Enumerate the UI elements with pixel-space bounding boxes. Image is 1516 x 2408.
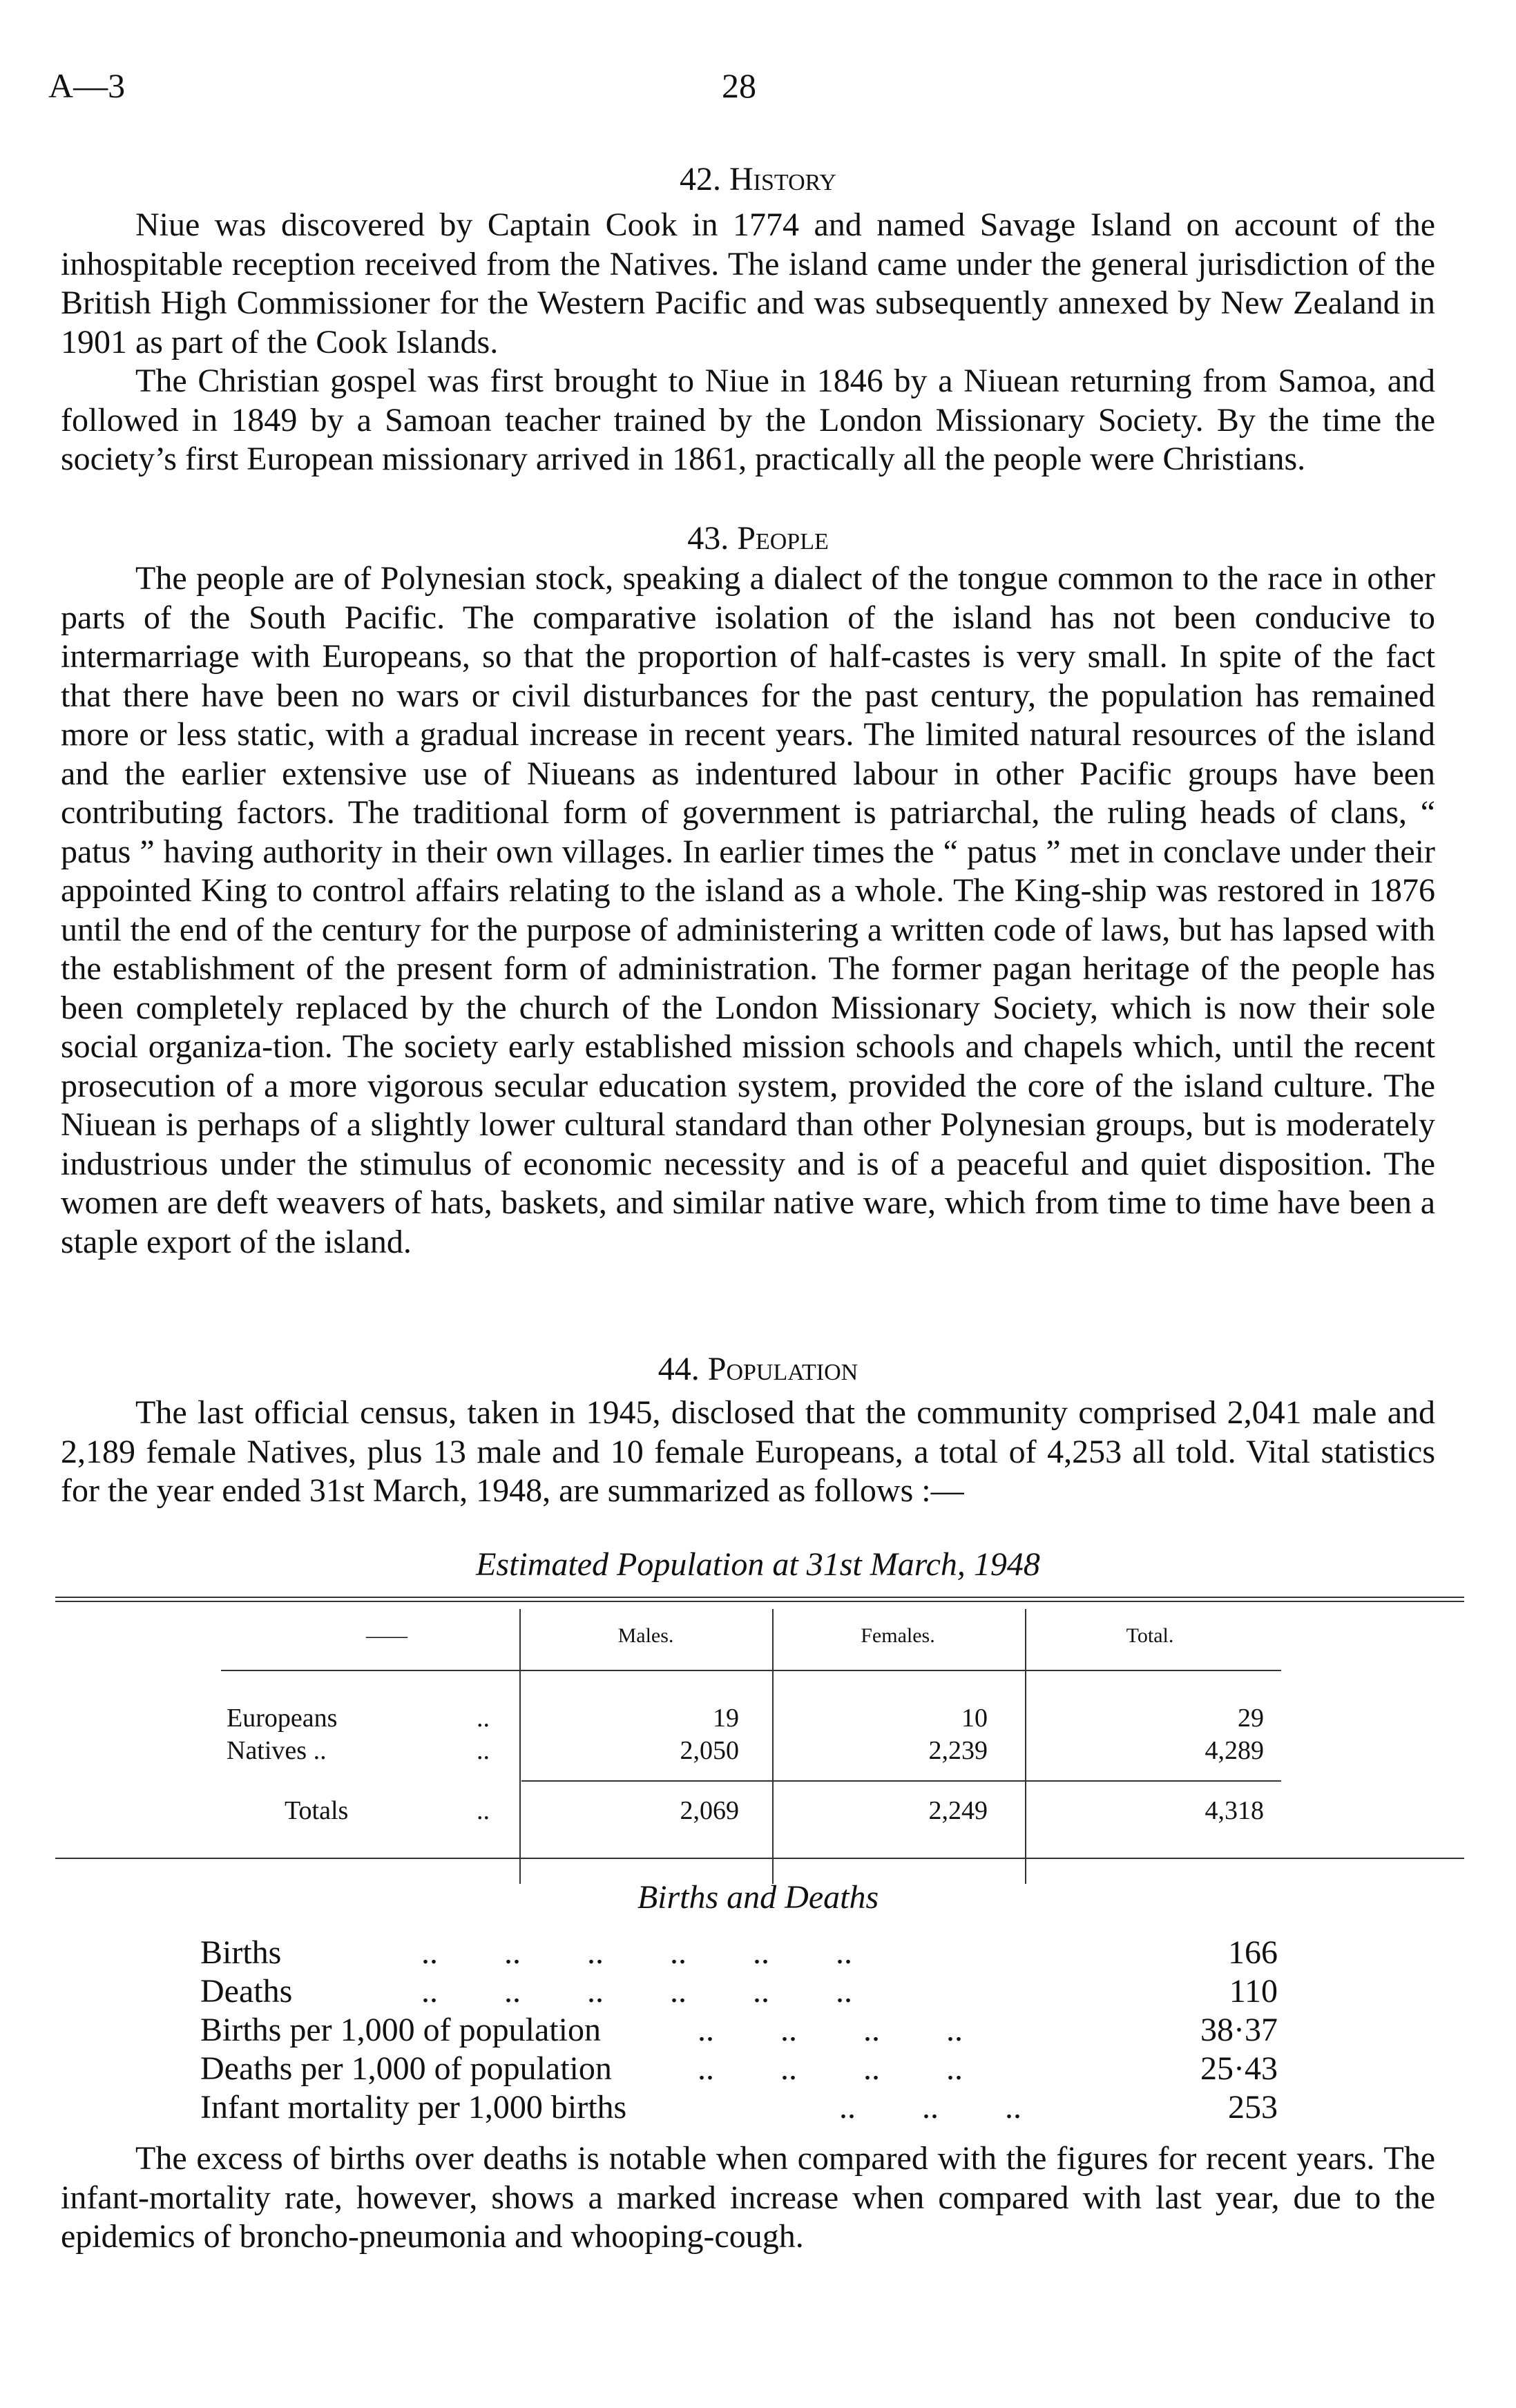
totals-rule (521, 1780, 1281, 1782)
cell-females: 10 (961, 1704, 988, 1733)
list-item (200, 2011, 1278, 2050)
paragraph: The last official census, taken in 1945, disclosed that the community comprised 2,041 male and 2,189 female Natives, plus 13 male and 10 female Europeans, a total of 4,253 all told. Vital statistics for the year ended 31st March, 1948, are summarized as follows :— (61, 1394, 1435, 1509)
cell-total: 4,318 (1205, 1796, 1264, 1825)
section-heading-people (0, 519, 1516, 557)
paragraph: The Christian gospel was first brought to Niue in 1846 by a Niuean returning from Samoa, and followed in 1849 by a Samoan teacher trained by the London Missionary Society. By the time the society’s first European missionary arrived in 1861, practically all the people were Christians. (61, 363, 1435, 477)
stat-label: Infant mortality per 1,000 births (200, 2089, 627, 2126)
stat-label: Deaths per 1,000 of population (200, 2050, 612, 2087)
cell-females: 2,249 (928, 1796, 988, 1825)
list-item (200, 2050, 1278, 2088)
row-label: Europeans (227, 1704, 338, 1733)
stat-value: 25·43 (1200, 2050, 1278, 2087)
section-number: 42. (680, 161, 722, 198)
stat-label: Births (200, 1934, 282, 1971)
stat-value: 166 (1228, 1934, 1278, 1971)
leader-dots: .. (477, 1704, 490, 1733)
column-header-total: Total. (1126, 1624, 1174, 1647)
cell-males: 2,050 (680, 1736, 739, 1765)
list-item (200, 2088, 1278, 2127)
cell-males: 19 (713, 1704, 739, 1733)
births-deaths-caption: Births and Deaths (637, 1879, 879, 1916)
section-number: 44. (658, 1351, 700, 1387)
leader-dots: .. (477, 1736, 490, 1765)
cell-males: 2,069 (680, 1796, 739, 1825)
cell-total: 29 (1238, 1704, 1264, 1733)
leader-dots: .. .. .. (839, 2089, 1021, 2126)
leader-dots: .. (477, 1796, 490, 1825)
section-heading-population (0, 1350, 1516, 1388)
section-title: Population (707, 1351, 858, 1387)
section-body-people (61, 559, 1435, 1262)
cell-total: 4,289 (1205, 1736, 1264, 1765)
paragraph: The excess of births over deaths is notable when compared with the figures for recent years. The infant-mortality rate, however, shows a marked increase when compared with last year, due to the epidemics of broncho-pneumonia and whooping-cough. (61, 2140, 1435, 2255)
table-header-rule (221, 1670, 1281, 1671)
table-column-divider (1025, 1609, 1026, 1884)
row-label: Natives .. (227, 1736, 327, 1765)
section-title: History (729, 161, 836, 198)
leader-dots: .. .. .. .. (698, 2050, 963, 2087)
cell-females: 2,239 (928, 1736, 988, 1765)
document-reference: A—3 (48, 66, 126, 105)
page-number: 28 (722, 66, 756, 105)
stat-value: 253 (1228, 2089, 1278, 2126)
section-heading-history (0, 160, 1516, 198)
section-body-history (61, 206, 1435, 479)
section-number: 43. (687, 520, 729, 557)
leader-dots: .. .. .. .. .. .. (421, 1934, 852, 1971)
table-column-divider (519, 1609, 521, 1884)
table-rule-top (55, 1597, 1464, 1598)
column-header-males: Males. (617, 1624, 674, 1647)
paragraph: The people are of Polynesian stock, speaking a dialect of the tongue common to the race in other parts of the South Pacific. The comparative isolation of the island has not been conducive to intermarriage with Europeans, so that the proportion of half-castes is very small. In spite of the fact that there have been no wars or civil disturbances for the past century, the population has remained more or less static, with a gradual increase in recent years. The limited natural resources of the island and the earlier extensive use of Niueans as indentured labour in other Pacific groups have been contributing factors. The traditional form of government is patriarchal, the ruling heads of clans, “ patus ” having authority in their own villages. In earlier times the “ patus ” met in conclave under their appointed King to control affairs relating to the island as a whole. The King-ship was restored in 1876 until the end of the century for the purpose of administering a written code of laws, but has lapsed with the establishment of the present form of administration. The former pagan heritage of the people has been completely replaced by the church of the London Missionary Society, which is now their sole social organiza-tion. The society early established mission schools and chapels which, until the recent prosecution of a more vigorous secular education system, provided the core of the island culture. The Niuean is perhaps of a slightly lower cultural standard than other Polynesian groups, but is moderately industrious under the stimulus of economic necessity and is of a peaceful and quiet disposition. The women are deft weavers of hats, baskets, and similar native ware, which from time to time have been a staple export of the island. (61, 560, 1435, 1260)
stat-label: Deaths (200, 1973, 293, 2010)
stat-value: 110 (1229, 1973, 1278, 2010)
leader-dots: .. .. .. .. .. .. (421, 1973, 852, 2010)
stat-label: Births per 1,000 of population (200, 2012, 601, 2048)
stat-value: 38·37 (1200, 2012, 1278, 2048)
list-item (200, 1934, 1278, 1972)
leader-dots: .. .. .. .. (698, 2012, 963, 2048)
corner-dash: —— (366, 1624, 407, 1647)
table-column-divider (772, 1609, 774, 1884)
population-table-caption: Estimated Population at 31st March, 1948 (476, 1546, 1040, 1583)
section-title: People (737, 520, 829, 557)
closing-paragraph (61, 2139, 1435, 2257)
table-rule-bottom (55, 1858, 1464, 1859)
column-header-females: Females. (861, 1624, 935, 1647)
section-body-population (61, 1394, 1435, 1511)
list-item (200, 1972, 1278, 2011)
row-label: Totals (285, 1796, 349, 1825)
table-rule-top-double (55, 1601, 1464, 1602)
paragraph: Niue was discovered by Captain Cook in 1774 and named Savage Island on account of the inhospitable reception received from the Natives. The island came under the general jurisdiction of the British High Commissioner for the Western Pacific and was subsequently annexed by New Zealand in 1901 as part of the Cook Islands. (61, 206, 1435, 360)
